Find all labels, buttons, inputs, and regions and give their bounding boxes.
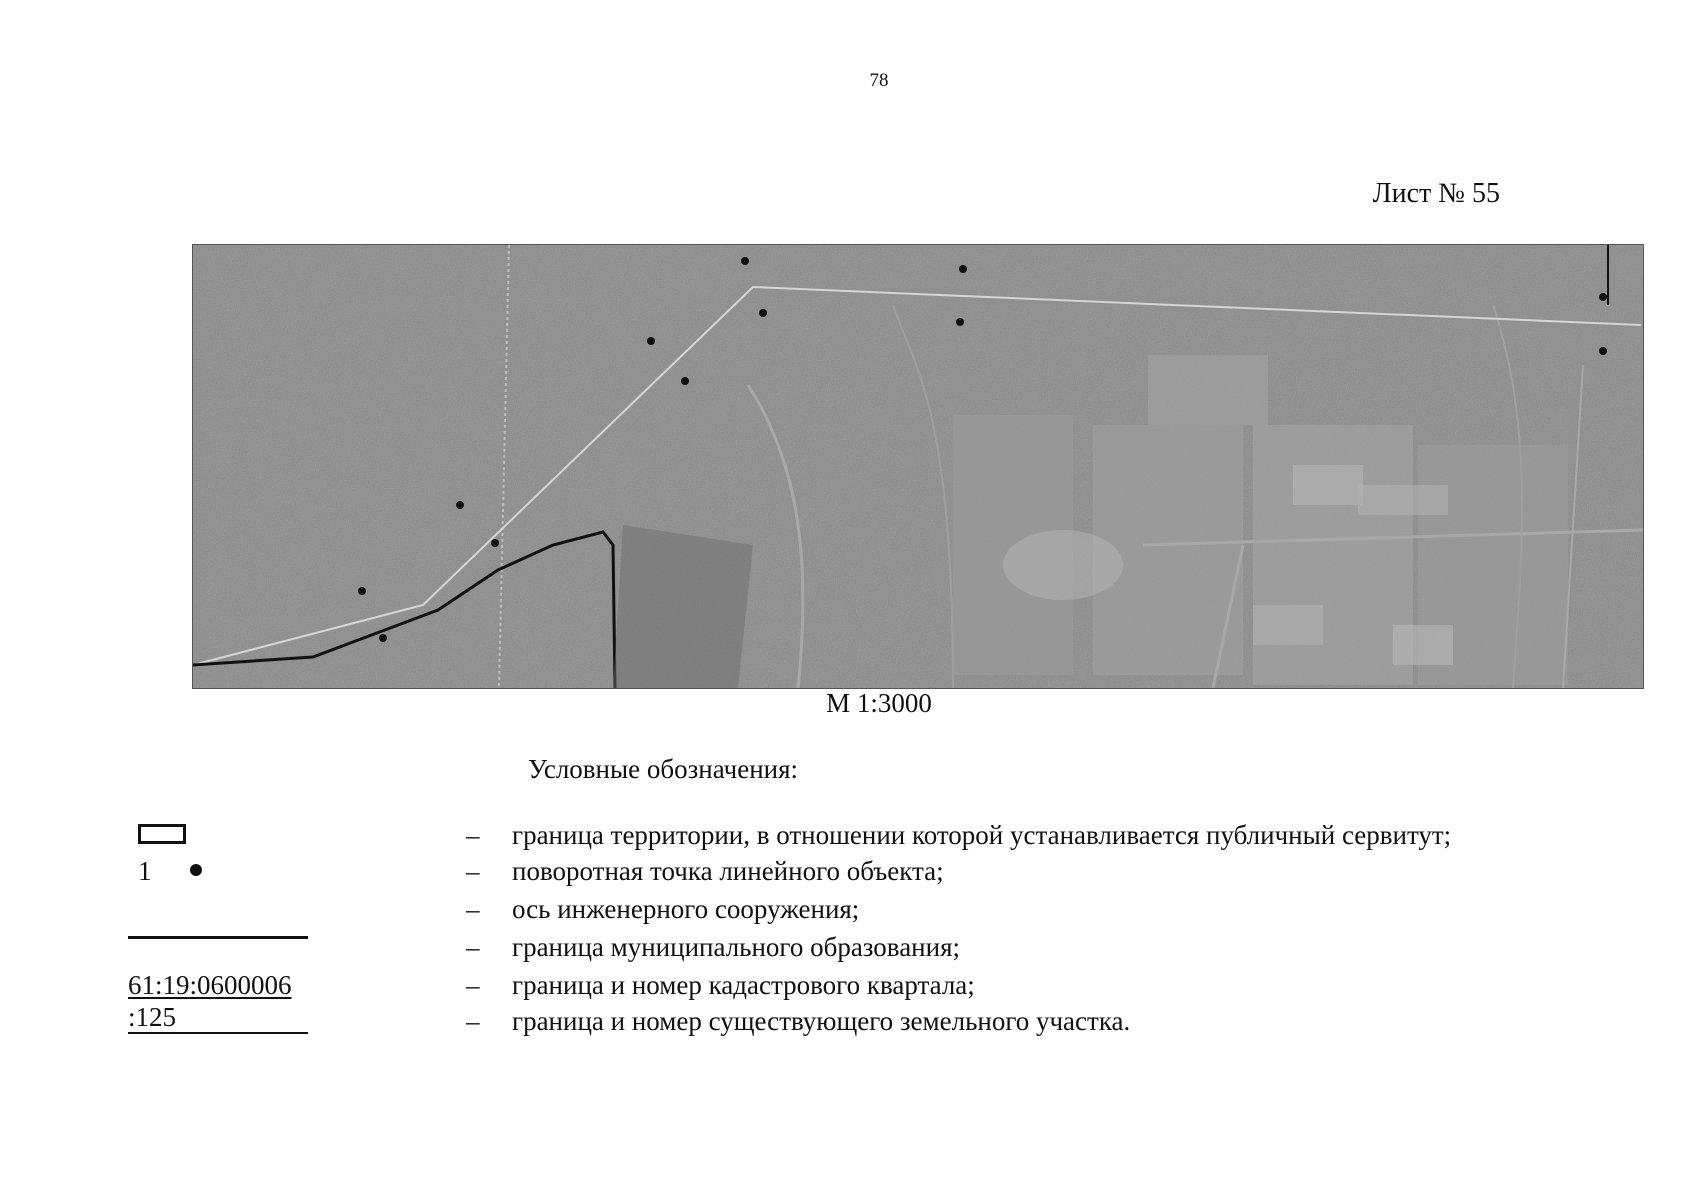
- map-scale: М 1:3000: [826, 688, 932, 718]
- legend-row: [0, 820, 1698, 856]
- legend-dash: –: [466, 894, 480, 924]
- legend-dash: –: [466, 1006, 480, 1036]
- legend-item-land-plot: граница и номер существующего земельного участка.: [512, 1006, 1131, 1036]
- legend-title: Условные обозначения:: [527, 754, 799, 784]
- legend-item-servitude: граница территории, в отношении которой устанавливается публичный сервитут;: [512, 820, 1452, 850]
- sheet-label: Лист № 55: [1372, 178, 1500, 209]
- legend-row: [0, 970, 1698, 1006]
- legend-item-municipal: граница муниципального образования;: [512, 932, 961, 962]
- legend-row: [0, 894, 1698, 930]
- legend-row: [0, 932, 1698, 968]
- map-panel[interactable]: [192, 244, 1644, 689]
- legend-dash: –: [466, 820, 480, 850]
- legend-dash: –: [466, 970, 480, 1000]
- legend-item-cadastral-quarter: граница и номер кадастрового квартала;: [512, 970, 975, 1000]
- legend-row: [0, 1006, 1698, 1042]
- legend-dash: –: [466, 932, 480, 962]
- map-image: [193, 245, 1643, 688]
- point-number-symbol: 1: [138, 856, 152, 886]
- cadastral-quarter-number: 61:19:0600006: [128, 970, 292, 1000]
- legend-item-axis: ось инженерного сооружения;: [512, 894, 860, 924]
- land-plot-number: :125: [128, 1002, 308, 1034]
- legend-item-turning-point: поворотная точка линейного объекта;: [512, 856, 944, 886]
- legend-dash: –: [466, 856, 480, 886]
- legend-row: [0, 856, 1698, 892]
- page-number: 78: [869, 70, 889, 91]
